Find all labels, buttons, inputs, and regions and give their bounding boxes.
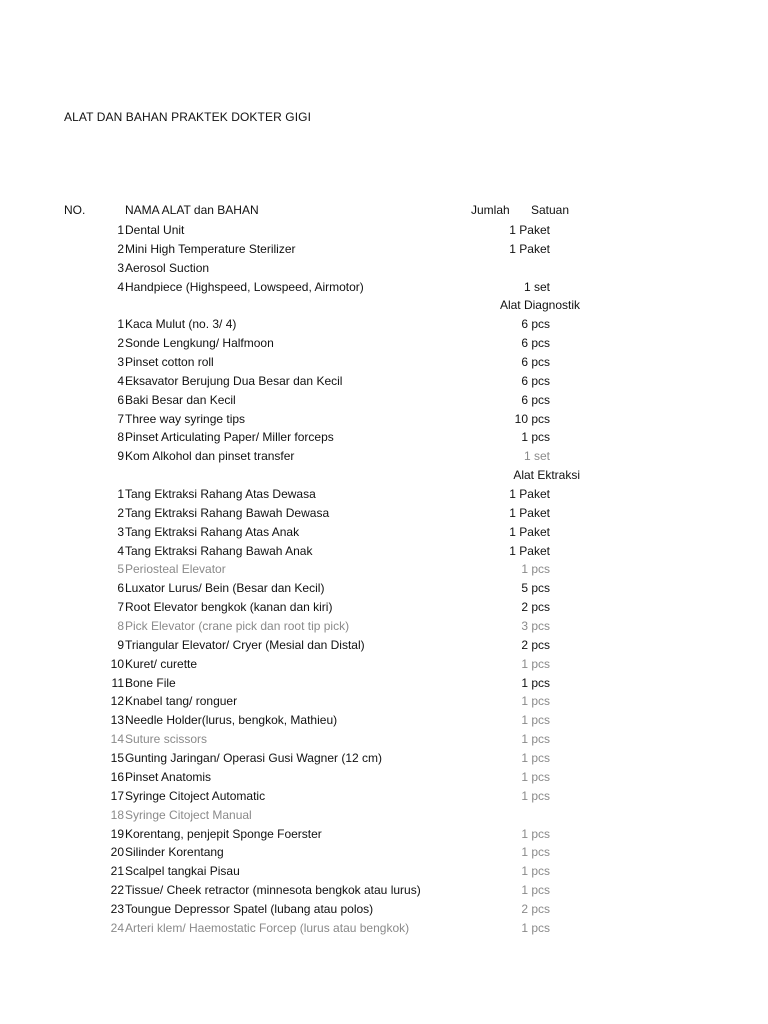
table-row	[0, 504, 768, 523]
item-quantity: 1 pcs	[521, 788, 550, 803]
item-quantity: 1 Paket	[509, 223, 550, 237]
item-number: 10	[110, 656, 124, 671]
item-name: Tang Ektraksi Rahang Atas Dewasa	[125, 487, 316, 502]
item-number: 3	[117, 524, 124, 539]
item-number: 24	[110, 920, 124, 935]
item-quantity: 2 pcs	[521, 637, 550, 652]
item-number: 9	[117, 449, 124, 464]
item-number: 23	[110, 901, 124, 916]
item-name: Eksavator Berujung Dua Besar dan Kecil	[125, 373, 343, 388]
table-row	[0, 711, 768, 730]
table-row	[0, 372, 768, 391]
item-quantity: 1 pcs	[521, 769, 550, 784]
item-number: 14	[110, 732, 124, 747]
header-no: NO.	[64, 203, 86, 217]
item-quantity: 1 pcs	[521, 430, 550, 445]
item-number: 1	[117, 487, 124, 502]
item-quantity: 6 pcs	[521, 355, 550, 370]
table-row	[0, 240, 768, 259]
table-row	[0, 900, 768, 919]
item-quantity: 1 Paket	[509, 524, 550, 539]
table-row	[0, 806, 768, 825]
item-name: Toungue Depressor Spatel (lubang atau polos)	[125, 901, 374, 916]
item-name: Knabel tang/ ronguer	[125, 694, 238, 709]
table-row	[0, 617, 768, 636]
item-name: Tang Ektraksi Rahang Bawah Anak	[125, 543, 313, 558]
table-row	[0, 598, 768, 617]
item-quantity: 1 pcs	[521, 562, 550, 577]
table-row	[0, 749, 768, 768]
header-nama-alat: NAMA ALAT dan BAHAN	[125, 203, 259, 217]
table-row	[0, 881, 768, 900]
item-number: 4	[117, 543, 124, 558]
item-number: 18	[110, 807, 124, 822]
item-name: Scalpel tangkai Pisau	[125, 864, 240, 879]
item-quantity: 1 set	[523, 449, 550, 464]
item-quantity: 1 set	[523, 279, 550, 294]
item-name: Pinset cotton roll	[125, 355, 214, 370]
item-quantity: 1 pcs	[521, 675, 550, 690]
item-name: Kuret/ curette	[125, 656, 198, 671]
item-number: 9	[117, 637, 124, 652]
section-header-row	[0, 466, 768, 485]
item-number: 7	[117, 600, 124, 615]
item-name: Suture scissors	[125, 732, 208, 747]
item-quantity: 1 pcs	[521, 732, 550, 747]
item-quantity: 1 pcs	[521, 751, 550, 766]
item-number: 8	[117, 619, 124, 634]
table-row	[0, 768, 768, 787]
item-name: Bone File	[125, 675, 176, 690]
item-number: 6	[117, 581, 124, 596]
table-row	[0, 334, 768, 353]
table-row	[0, 542, 768, 561]
table-row	[0, 221, 768, 240]
table-row	[0, 787, 768, 806]
item-number: 13	[110, 713, 124, 728]
item-quantity: 5 pcs	[521, 581, 550, 596]
item-number: 3	[117, 260, 124, 275]
table-row	[0, 485, 768, 504]
item-name: Pinset Anatomis	[125, 769, 212, 784]
item-number: 6	[117, 392, 124, 407]
item-number: 2	[117, 505, 124, 520]
header-jumlah: Jumlah	[471, 203, 510, 217]
item-number: 12	[110, 694, 124, 709]
table-row	[0, 428, 768, 447]
item-name: Tang Ektraksi Rahang Atas Anak	[125, 524, 300, 539]
table-row	[0, 560, 768, 579]
item-name: Silinder Korentang	[125, 845, 224, 860]
item-name: Luxator Lurus/ Bein (Besar dan Kecil)	[125, 581, 325, 596]
document-title: ALAT DAN BAHAN PRAKTEK DOKTER GIGI	[64, 110, 312, 124]
item-quantity: 6 pcs	[521, 373, 550, 388]
item-number: 1	[117, 317, 124, 332]
item-quantity: 1 pcs	[521, 826, 550, 841]
item-name: Root Elevator bengkok (kanan dan kiri)	[125, 600, 333, 615]
table-row	[0, 410, 768, 429]
table-row	[0, 579, 768, 598]
item-number: 3	[117, 355, 124, 370]
item-quantity: 2 pcs	[521, 600, 550, 615]
item-name: Pick Elevator (crane pick dan root tip pick)	[125, 619, 350, 634]
table-row	[0, 862, 768, 881]
table-row	[0, 353, 768, 372]
table-row	[0, 447, 768, 466]
item-number: 11	[111, 675, 124, 690]
header-satuan: Satuan	[531, 203, 570, 217]
item-name: Tissue/ Cheek retractor (minnesota bengkok atau lurus)	[125, 883, 421, 898]
table-row	[0, 730, 768, 749]
table-row	[0, 636, 768, 655]
item-quantity: 1 Paket	[509, 505, 550, 520]
item-number: 22	[110, 883, 124, 898]
item-quantity: 1 pcs	[521, 883, 550, 898]
item-name: Korentang, penjepit Sponge Foerster	[125, 826, 322, 841]
table-row	[0, 523, 768, 542]
item-quantity: 2 pcs	[521, 901, 550, 916]
table-row	[0, 692, 768, 711]
item-name: Baki Besar dan Kecil	[125, 392, 236, 407]
item-number: 19	[110, 826, 124, 841]
item-number: 16	[110, 769, 124, 784]
item-name: Kaca Mulut (no. 3/ 4)	[125, 317, 237, 332]
table-row	[0, 259, 768, 278]
section-header-row	[0, 296, 768, 315]
item-name: Mini High Temperature Sterilizer	[125, 241, 296, 256]
section-label: Alat Ektraksi	[513, 468, 580, 483]
item-name: Arteri klem/ Haemostatic Forcep (lurus atau bengkok)	[125, 920, 410, 935]
item-name: Syringe Citoject Manual	[125, 807, 252, 822]
item-name: Three way syringe tips	[125, 411, 246, 426]
item-number: 1	[117, 223, 124, 237]
item-number: 8	[117, 430, 124, 445]
item-name: Dental Unit	[125, 223, 185, 237]
item-name: Kom Alkohol dan pinset transfer	[125, 449, 295, 464]
item-number: 4	[117, 279, 124, 294]
item-quantity: 1 pcs	[521, 713, 550, 728]
item-number: 4	[117, 373, 124, 388]
item-name: Needle Holder(lurus, bengkok, Mathieu)	[125, 713, 338, 728]
item-quantity: 6 pcs	[521, 392, 550, 407]
item-name: Periosteal Elevator	[125, 562, 226, 577]
table-row	[0, 843, 768, 862]
item-quantity: 1 Paket	[509, 241, 550, 256]
item-quantity: 1 pcs	[521, 656, 550, 671]
item-number: 15	[110, 751, 124, 766]
table-row	[0, 919, 768, 938]
item-name: Triangular Elevator/ Cryer (Mesial dan Distal)	[125, 637, 365, 652]
item-quantity: 1 pcs	[521, 845, 550, 860]
item-number: 2	[117, 241, 124, 256]
item-quantity: 1 pcs	[521, 864, 550, 879]
table-row	[0, 278, 768, 297]
table-row	[0, 825, 768, 844]
item-number: 20	[110, 845, 124, 860]
item-quantity: 3 pcs	[521, 619, 550, 634]
section-label: Alat Diagnostik	[499, 298, 580, 313]
item-quantity: 1 pcs	[521, 920, 550, 935]
item-quantity: 1 Paket	[509, 487, 550, 502]
table-row	[0, 655, 768, 674]
item-number: 17	[110, 788, 124, 803]
item-name: Syringe Citoject Automatic	[125, 788, 266, 803]
item-quantity: 1 pcs	[521, 694, 550, 709]
table-row	[0, 391, 768, 410]
item-name: Sonde Lengkung/ Halfmoon	[125, 336, 274, 351]
item-quantity: 6 pcs	[521, 336, 550, 351]
item-number: 5	[117, 562, 124, 577]
item-quantity: 1 Paket	[509, 543, 550, 558]
item-number: 21	[110, 864, 124, 879]
table-row	[0, 315, 768, 334]
item-number: 7	[117, 411, 124, 426]
item-name: Pinset Articulating Paper/ Miller forceps	[125, 430, 334, 445]
table-row	[0, 674, 768, 693]
equipment-list	[0, 221, 768, 938]
item-name: Aerosol Suction	[125, 260, 210, 275]
item-name: Handpiece (Highspeed, Lowspeed, Airmotor)	[125, 279, 364, 294]
item-name: Tang Ektraksi Rahang Bawah Dewasa	[125, 505, 330, 520]
item-number: 2	[117, 336, 124, 351]
item-quantity: 6 pcs	[521, 317, 550, 332]
item-name: Gunting Jaringan/ Operasi Gusi Wagner (12 cm)	[125, 751, 382, 766]
item-quantity: 10 pcs	[514, 411, 550, 426]
